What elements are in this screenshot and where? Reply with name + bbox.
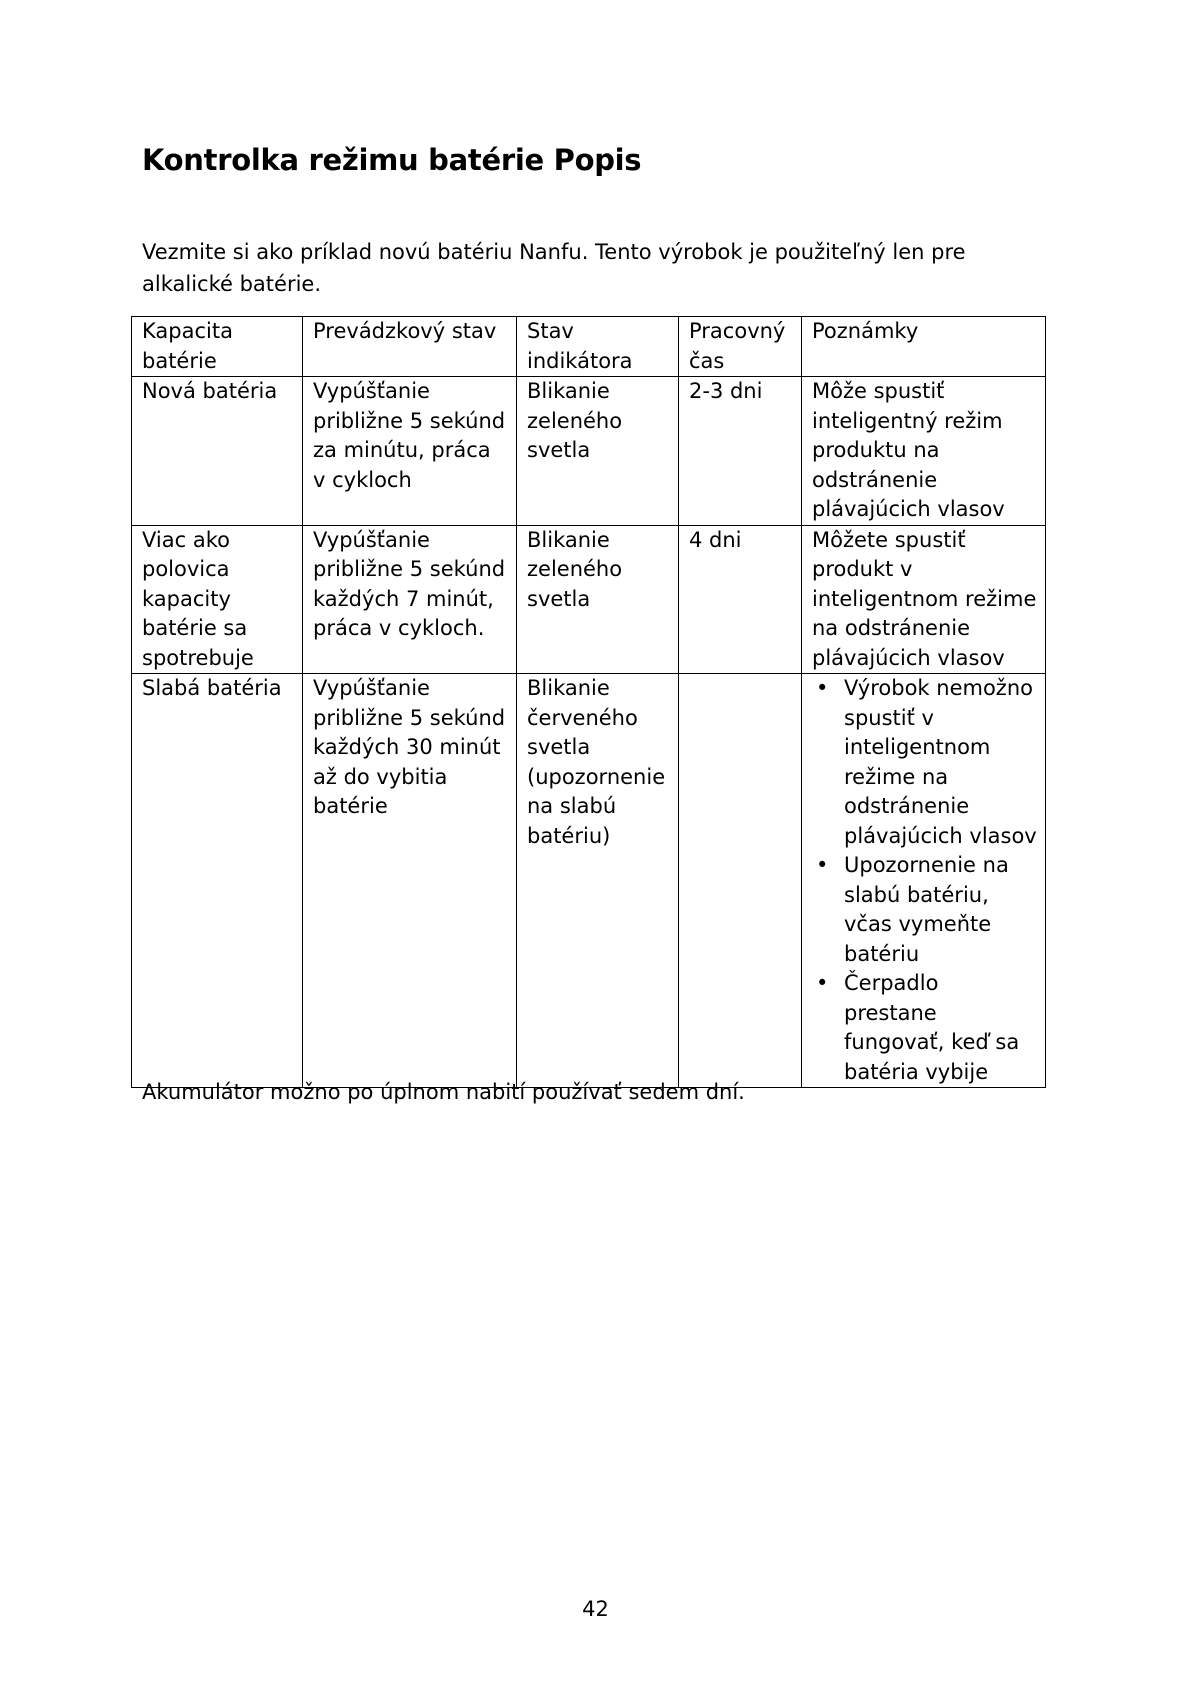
table-row bbox=[132, 377, 1046, 526]
header-notes: Poznámky bbox=[802, 317, 1046, 377]
table-row bbox=[132, 674, 1046, 1088]
header-time: Pracovný čas bbox=[679, 317, 802, 377]
list-item bbox=[816, 674, 1037, 851]
cell-indicator: Blikanie zeleného svetla bbox=[517, 525, 679, 674]
list-item-text: Upozornenie na slabú batériu, včas vymeňte batériu bbox=[844, 853, 1009, 966]
footer-note: Akumulátor možno po úplnom nabití používať sedem dní. bbox=[142, 1080, 745, 1104]
cell-time: 4 dni bbox=[679, 525, 802, 674]
notes-bullet-list bbox=[812, 674, 1037, 1087]
header-capacity: Kapacita batérie bbox=[132, 317, 303, 377]
page-number: 42 bbox=[582, 1597, 609, 1621]
header-indicator: Stav indikátora bbox=[517, 317, 679, 377]
cell-status: Vypúšťanie približne 5 sekúnd za minútu, práca v cykloch bbox=[303, 377, 517, 526]
bullet-icon: • bbox=[816, 676, 829, 700]
cell-time: 2-3 dni bbox=[679, 377, 802, 526]
cell-indicator: Blikanie červeného svetla (upozornenie na slabú batériu) bbox=[517, 674, 679, 1088]
battery-mode-table bbox=[131, 316, 1046, 1088]
page-title: Kontrolka režimu batérie Popis bbox=[142, 143, 642, 177]
list-item-text: Výrobok nemožno spustiť v inteligentnom režime na odstránenie plávajúcich vlasov bbox=[844, 676, 1037, 848]
table-header-row bbox=[132, 317, 1046, 377]
cell-notes: Môže spustiť inteligentný režim produktu na odstránenie plávajúcich vlasov bbox=[802, 377, 1046, 526]
cell-notes: Môžete spustiť produkt v inteligentnom režime na odstránenie plávajúcich vlasov bbox=[802, 525, 1046, 674]
header-status: Prevádzkový stav bbox=[303, 317, 517, 377]
cell-status: Vypúšťanie približne 5 sekúnd každých 30 minút až do vybitia batérie bbox=[303, 674, 517, 1088]
table-row bbox=[132, 525, 1046, 674]
cell-time bbox=[679, 674, 802, 1088]
cell-capacity: Nová batéria bbox=[132, 377, 303, 526]
intro-paragraph: Vezmite si ako príklad novú batériu Nanfu. Tento výrobok je použiteľný len pre alkalické batérie. bbox=[142, 240, 966, 296]
list-item bbox=[816, 851, 1037, 969]
cell-status: Vypúšťanie približne 5 sekúnd každých 7 minút, práca v cykloch. bbox=[303, 525, 517, 674]
bullet-icon: • bbox=[816, 971, 829, 995]
cell-capacity: Slabá batéria bbox=[132, 674, 303, 1088]
bullet-icon: • bbox=[816, 853, 829, 877]
cell-indicator: Blikanie zeleného svetla bbox=[517, 377, 679, 526]
list-item bbox=[816, 969, 1037, 1087]
cell-capacity: Viac ako polovica kapacity batérie sa spotrebuje bbox=[132, 525, 303, 674]
cell-notes bbox=[802, 674, 1046, 1088]
list-item-text: Čerpadlo prestane fungovať, keď sa batéria vybije bbox=[844, 971, 1020, 1084]
